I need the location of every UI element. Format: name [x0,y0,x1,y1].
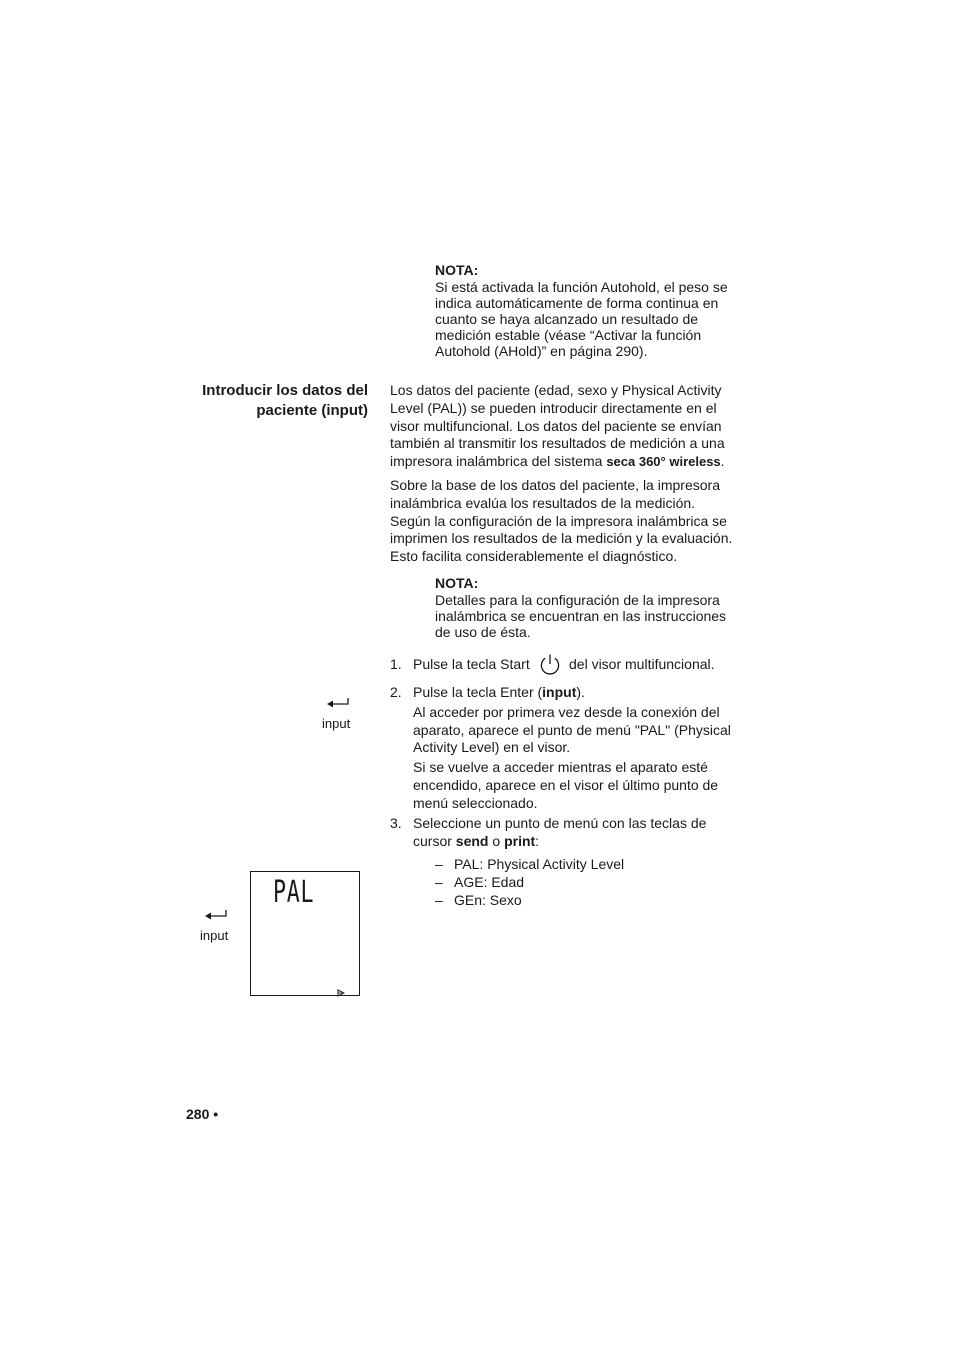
paragraph-line: visor multifuncional. Los datos del paciente se envían [390,417,722,434]
note-line: inalámbrica se encuentran en las instrucciones [435,608,727,624]
scale-indicator-icon [337,984,345,992]
section-heading-line: paciente (input) [256,402,368,419]
list-dash: – [435,856,443,872]
input-key-label: input [200,928,229,943]
note-title: NOTA: [435,262,479,278]
section-heading [150,381,368,421]
paragraph-line: Según la configuración de la impresora inalámbrica se [390,512,727,529]
step-3 [413,815,753,851]
input-key-label: input [322,716,351,731]
step-detail-line: encendido, aparece en el visor el último punto de [413,776,719,793]
note-title: NOTA: [435,575,479,591]
step-3-line [413,833,753,851]
key-name: input [542,684,577,700]
text: : [535,832,540,849]
step-detail-line: Al acceder por primera vez desde la conexión del [413,703,720,720]
paragraph-line: Los datos del paciente (edad, sexo y Physical Activity [390,382,722,398]
enter-key-icon [326,696,350,708]
section-heading-line: Introducir los datos del [202,382,368,399]
step-number: 1. [390,656,402,672]
note-line: medición estable (véase “Activar la función [435,327,702,343]
step-3-line: Seleccione un punto de menú con las teclas de [413,815,707,831]
step-2 [413,684,753,813]
paragraph-line: Sobre la base de los datos del paciente, la impresora [390,477,720,493]
lcd-display [250,871,360,996]
note-block-printer [435,575,755,640]
note-line: indica automáticamente de forma continua en [435,295,719,311]
step-detail-line: aparato, aparece el punto de menú "PAL" (Physical [413,721,731,738]
key-name: print [504,832,536,849]
step-1-text-after: del visor multifuncional. [569,656,715,672]
note-line: Detalles para la configuración de la impresora [435,592,720,608]
note-line: Autohold (AHold)” en página 290). [435,343,648,359]
step-2-line [413,684,753,702]
step-detail-line: Si se vuelve a acceder mientras el aparato esté [413,759,708,776]
text: o [488,832,505,849]
lcd-text: PAL [273,875,315,910]
product-name: seca 360° wireless [606,454,721,470]
list-dash: – [435,892,443,908]
paragraph-line [390,453,750,471]
paragraph-line: Esto facilita considerablemente el diagnóstico. [390,548,678,565]
step-number: 2. [390,684,402,700]
evaluation-paragraph [390,477,750,566]
paragraph-line: también al transmitir los resultados de medición a una [390,435,725,452]
enter-key-icon [204,908,228,920]
note-line: cuanto se haya alcanzado un resultado de [435,311,699,327]
note-line: Si está activada la función Autohold, el peso se [435,279,728,295]
text: . [720,453,725,470]
text: impresora inalámbrica del sistema [390,453,607,470]
note-block-autohold [435,262,755,359]
power-icon [538,653,562,677]
list-item: GEn: Sexo [454,892,522,908]
paragraph-line: Level (PAL)) se pueden introducir directamente en el [390,399,717,416]
step-1-text-before: Pulse la tecla Start [413,656,530,672]
list-dash: – [435,874,443,890]
step-number: 3. [390,815,402,831]
text: ). [576,684,585,700]
intro-paragraph [390,382,750,471]
step-detail-line: Activity Level) en el visor. [413,739,571,756]
paragraph-line: inalámbrica evalúa los resultados de la medición. [390,494,696,511]
step-detail-line: menú seleccionado. [413,794,538,811]
text: Pulse la tecla Enter ( [413,684,543,700]
list-item: PAL: Physical Activity Level [454,856,625,872]
text: cursor [413,832,456,849]
paragraph-line: imprimen los resultados de la medición y la evaluación. [390,530,733,547]
page-number: 280 • [186,1106,219,1122]
key-name: send [455,832,489,849]
list-item: AGE: Edad [454,874,525,890]
note-line: de uso de ésta. [435,624,531,640]
